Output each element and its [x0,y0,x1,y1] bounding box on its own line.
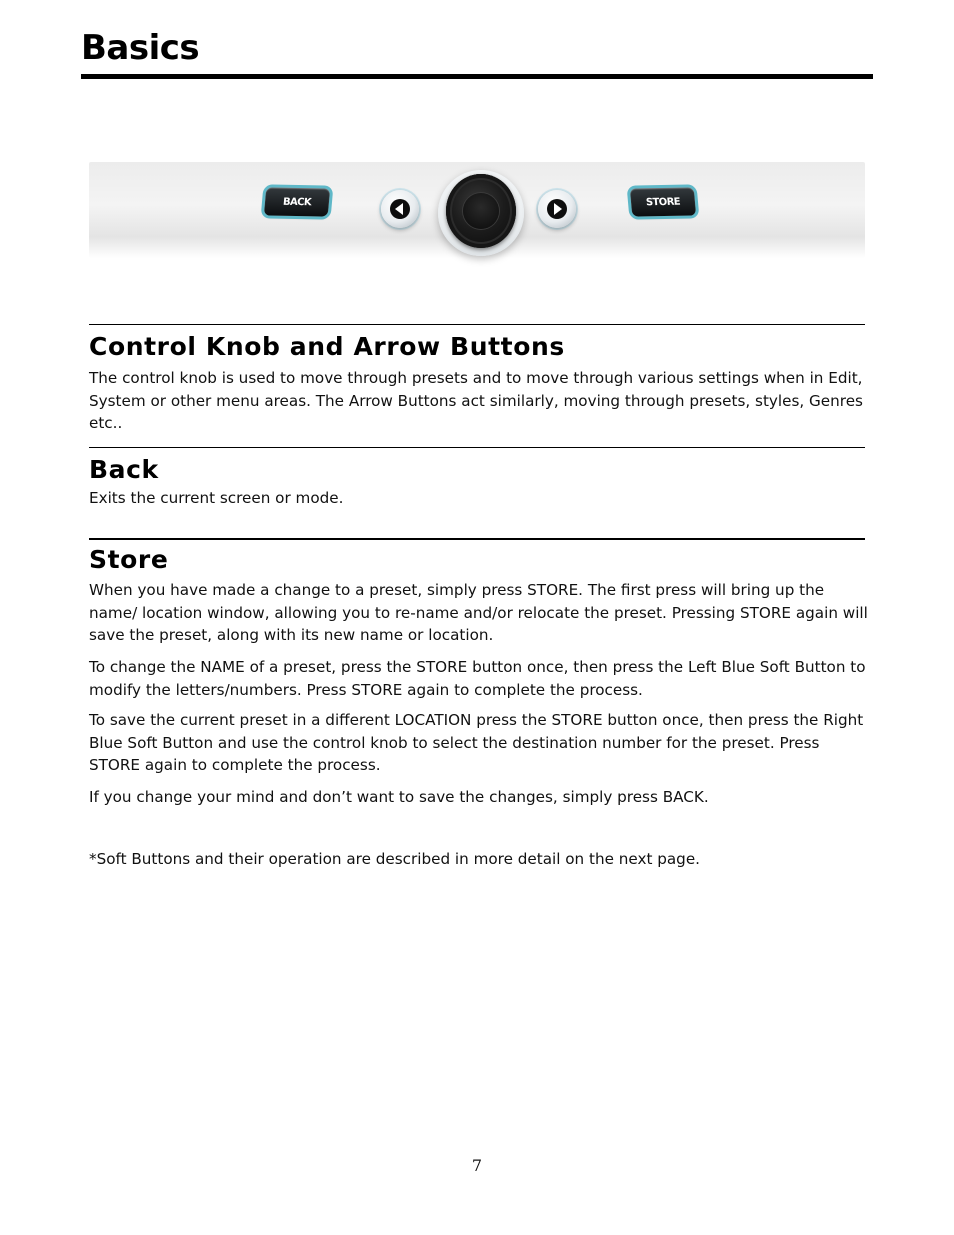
footnote: *Soft Buttons and their operation are described in more detail on the next page. [89,850,700,868]
control-knob-bezel [438,170,524,256]
back-hardware-button [264,187,330,216]
section-body-store-1: When you have made a change to a preset, simply press STORE. The first press will bring up the name/ location window, allowing you to re-name and/or relocate the preset. Pressing STORE again will save the preset, along with its new name or location. [89,581,868,644]
right-arrow-button [538,190,576,228]
section-body-store-3: To save the current preset in a different LOCATION press the STORE button once, then press the Right Blue Soft Button and use the control knob to select the destination number for the preset. Press STORE again to complete the process. [89,711,864,774]
section-heading-store: Store [89,545,169,574]
section-heading-back: Back [89,455,159,484]
control-panel-photo [89,162,865,258]
store-button-label: STORE [645,196,681,208]
section-divider [89,324,865,325]
back-button-label: BACK [282,196,312,208]
title-rule [81,74,873,79]
section-body-store-2: To change the NAME of a preset, press the STORE button once, then press the Left Blue Soft Button to modify the letters/numbers. Press STORE again to complete the process. [89,658,866,699]
section-heading-control-knob: Control Knob and Arrow Buttons [89,332,565,361]
section-divider [89,538,865,540]
store-hardware-button [630,187,696,216]
left-arrow-button [381,190,419,228]
control-knob [446,174,516,248]
section-body-store-4: If you change your mind and don’t want to save the changes, simply press BACK. [89,788,709,806]
page-number: 7 [471,1156,483,1175]
left-arrow-icon [389,198,411,220]
section-body-back: Exits the current screen or mode. [89,489,344,507]
page-title: Basics [81,28,200,68]
section-divider [89,447,865,448]
control-knob-cap [463,193,499,229]
section-body-control-knob: The control knob is used to move through presets and to move through various settings when in Edit, System or other menu areas. The Arrow Buttons act similarly, moving through presets, styles, Genres etc.. [89,369,863,432]
right-arrow-icon [546,198,568,220]
